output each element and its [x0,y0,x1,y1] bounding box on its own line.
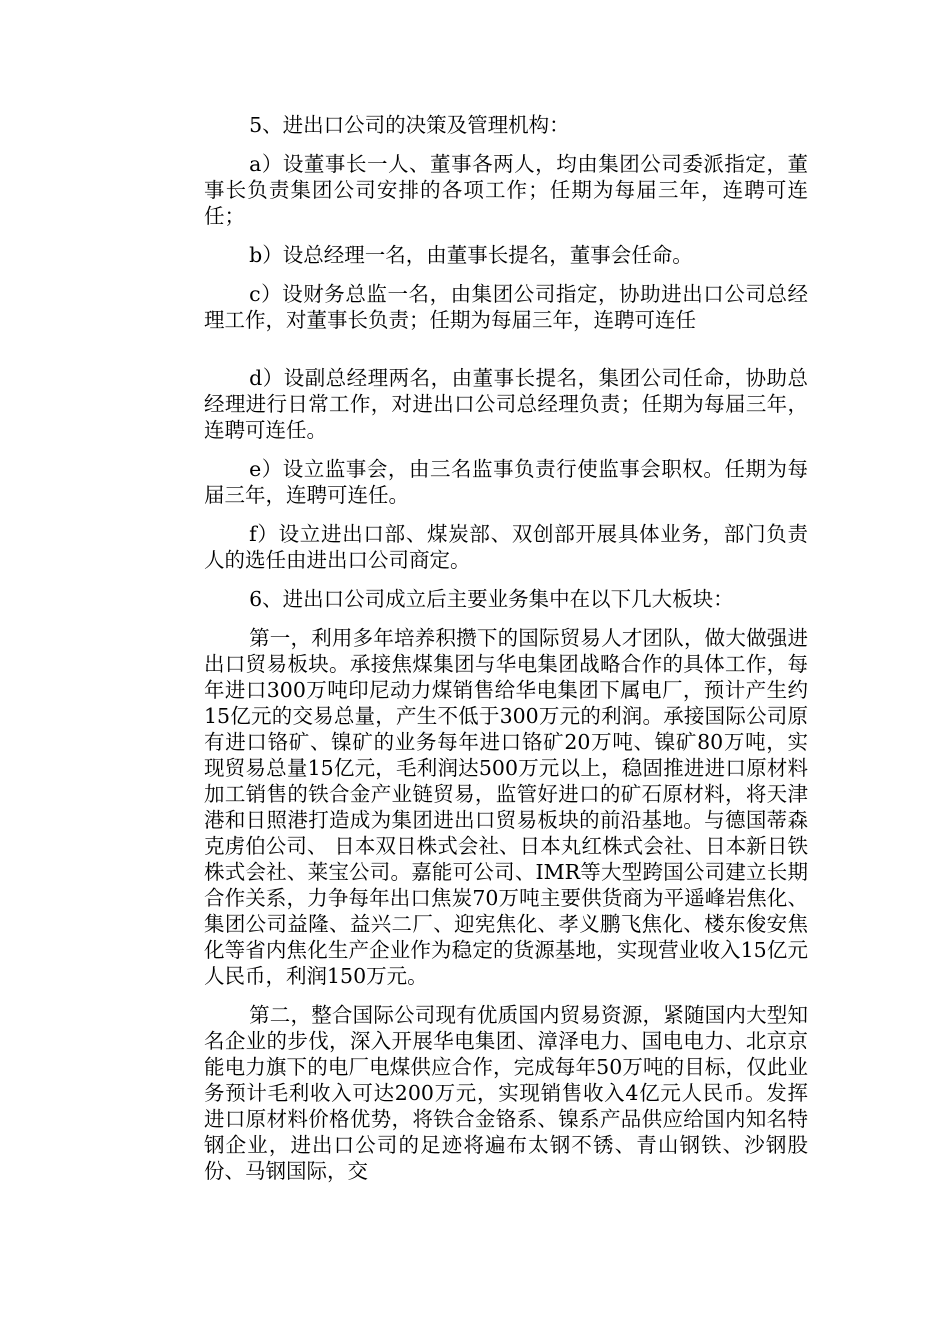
paragraph-b: b）设总经理一名，由董事长提名，董事会任命。 [249,243,693,267]
paragraph-second: 第二，整合国际公司现有优质国内贸易资源，紧随国内大型知名企业的步伐，深入开展华电集团、漳泽电力、国电电力、北京京能电力旗下的电厂电煤供应合作，完成每年50万吨的目标，仅此业务预计毛利收入可达200万元，实现销售收入4亿元人民币。发挥进口原材料价格优势，将铁合金铬系、镍系产品供应给国内知名特钢企业，进出口公司的足迹将遍布太钢不锈、青山钢铁、沙钢股份、马钢国际，交 [204,1003,808,1183]
paragraph-d: d）设副总经理两名，由董事长提名，集团公司任命，协助总经理进行日常工作，对进出口公司总经理负责；任期为每届三年，连聘可连任。 [204,366,808,442]
section-heading-5: 5、进出口公司的决策及管理机构： [249,113,570,137]
paragraph-f: f）设立进出口部、煤炭部、双创部开展具体业务，部门负责人的选任由进出口公司商定。 [204,522,808,572]
paragraph-c: c）设财务总监一名，由集团公司指定，协助进出口公司总经理工作，对董事长负责；任期为每届三年，连聘可连任 [204,282,808,332]
paragraph-a: a）设董事长一人、董事各两人，均由集团公司委派指定，董事长负责集团公司安排的各项工作；任期为每届三年，连聘可连任； [204,152,808,228]
paragraph-e: e）设立监事会，由三名监事负责行使监事会职权。任期为每届三年，连聘可连任。 [204,457,808,507]
document-body [204,112,808,1197]
section-heading-6: 6、进出口公司成立后主要业务集中在以下几大板块： [249,587,734,611]
paragraph-first: 第一，利用多年培养积攒下的国际贸易人才团队，做大做强进出口贸易板块。承接焦煤集团与华电集团战略合作的具体工作，每年进口300万吨印尼动力煤销售给华电集团下属电厂，预计产生约15亿元的交易总量，产生不低于300万元的利润。承接国际公司原有进口铬矿、镍矿的业务每年进口铬矿20万吨、镍矿80万吨，实现贸易总量15亿元，毛利润达500万元以上，稳固推进进口原材料加工销售的铁合金产业链贸易，监管好进口的矿石原材料，将天津港和日照港打造成为集团进出口贸易板块的前沿基地。与德国蒂森克虏伯公司、 日本双日株式会社、日本丸红株式会社、日本新日铁株式会社、莱宝公司。嘉能可公司、IMR等大型跨国公司建立长期合作关系，力争每年出口焦炭70万吨主要供货商为平遥峰岩焦化、集团公司益隆、益兴二厂、迎宪焦化、孝义鹏飞焦化、楼东俊安焦化等省内焦化生产企业作为稳定的货源基地，实现营业收入15亿元人民币，利润150万元。 [204,626,808,988]
